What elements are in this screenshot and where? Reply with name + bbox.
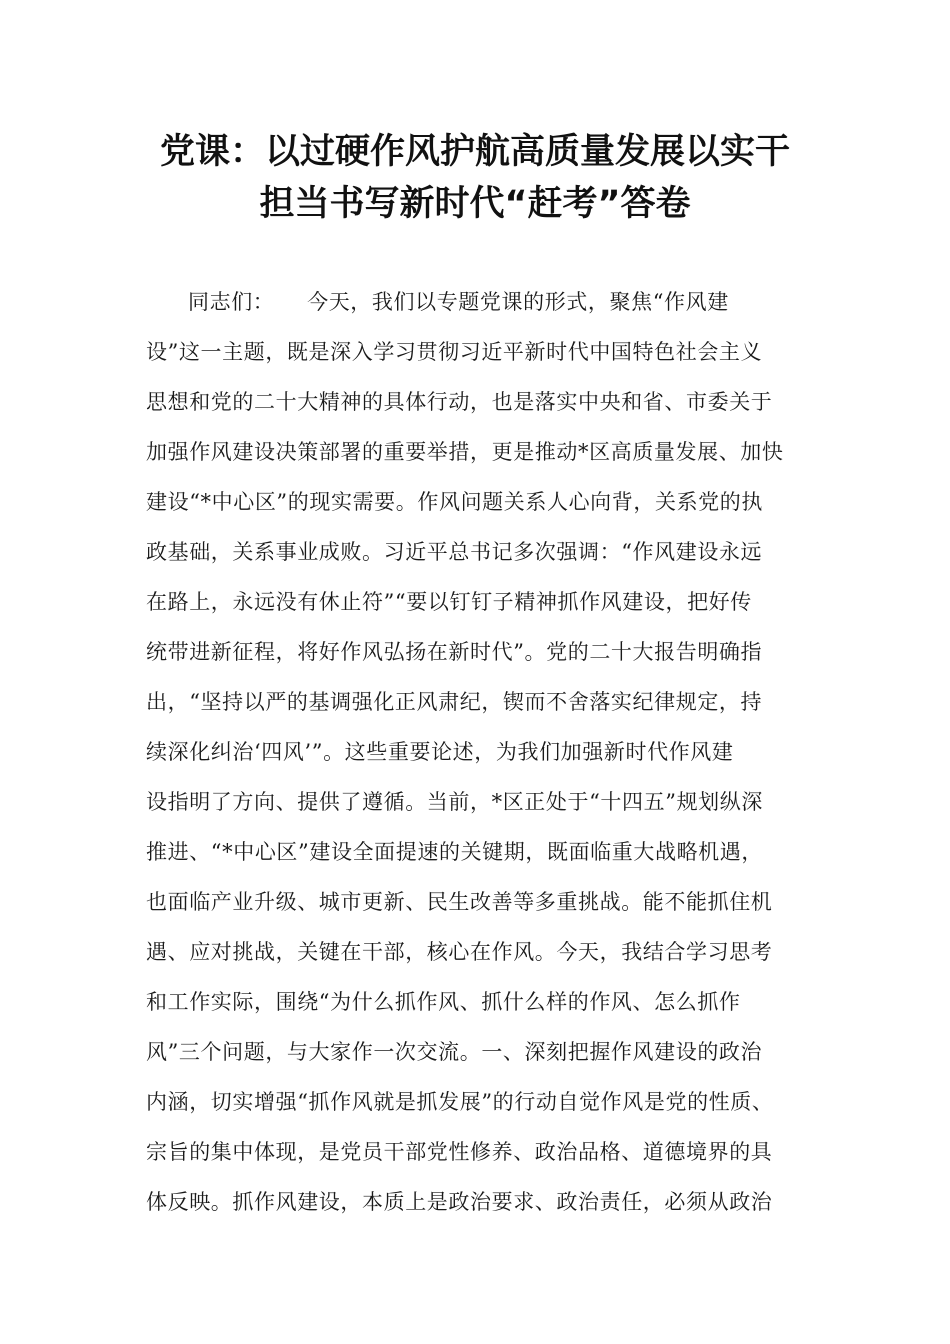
body-line: 出，“坚持以严的基调强化正风肃纪，锲而不舍落实纪律规定，持 [146, 690, 763, 714]
body-line: 政基础，关系事业成败。习近平总书记多次强调：“作风建设永远 [146, 540, 763, 564]
body-line: 遇、应对挑战，关键在干部，核心在作风。今天，我结合学习思考 [146, 940, 773, 964]
body-line: 宗旨的集中体现，是党员干部党性修养、政治品格、道德境界的具 [146, 1140, 773, 1164]
body-line: 设”这一主题，既是深入学习贯彻习近平新时代中国特色社会主义 [146, 340, 763, 364]
body-line: 加强作风建设决策部署的重要举措，更是推动*区高质量发展、加快 [146, 440, 784, 464]
body-line: 和工作实际，围绕“为什么抓作风、抓什么样的作风、怎么抓作 [146, 990, 741, 1014]
body-line: 设指明了方向、提供了遵循。当前，*区正处于“十四五”规划纵深 [146, 790, 763, 814]
body-line: 推进、“*中心区”建设全面提速的关键期，既面临重大战略机遇， [146, 840, 763, 864]
document-body [146, 282, 826, 1232]
body-line: 在路上，永远没有休止符”“要以钉钉子精神抓作风建设，把好传 [146, 590, 752, 614]
body-line: 也面临产业升级、城市更新、民生改善等多重挑战。能不能抓住机 [146, 890, 773, 914]
title-line-1: 党课：以过硬作风护航高质量发展以实干 [159, 132, 790, 172]
document-title [0, 126, 950, 230]
body-line: 体反映。抓作风建设，本质上是政治要求、政治责任，必须从政治 [146, 1190, 773, 1214]
body-line: 统带进新征程，将好作风弘扬在新时代”。党的二十大报告明确指 [146, 640, 763, 664]
body-line: 内涵，切实增强“抓作风就是抓发展”的行动自觉作风是党的性质、 [146, 1090, 774, 1114]
body-line: 续深化纠治‘四风’”。这些重要论述，为我们加强新时代作风建 [146, 740, 734, 764]
body-line: 思想和党的二十大精神的具体行动，也是落实中央和省、市委关于 [146, 390, 773, 414]
title-line-2: 担当书写新时代“赶考”答卷 [259, 184, 691, 224]
body-line: 风”三个问题，与大家作一次交流。一、深刻把握作风建设的政治 [146, 1040, 763, 1064]
body-line: 同志们： 今天，我们以专题党课的形式，聚焦“作风建 [188, 290, 729, 314]
body-line: 建设“*中心区”的现实需要。作风问题关系人心向背，关系党的执 [146, 490, 763, 514]
